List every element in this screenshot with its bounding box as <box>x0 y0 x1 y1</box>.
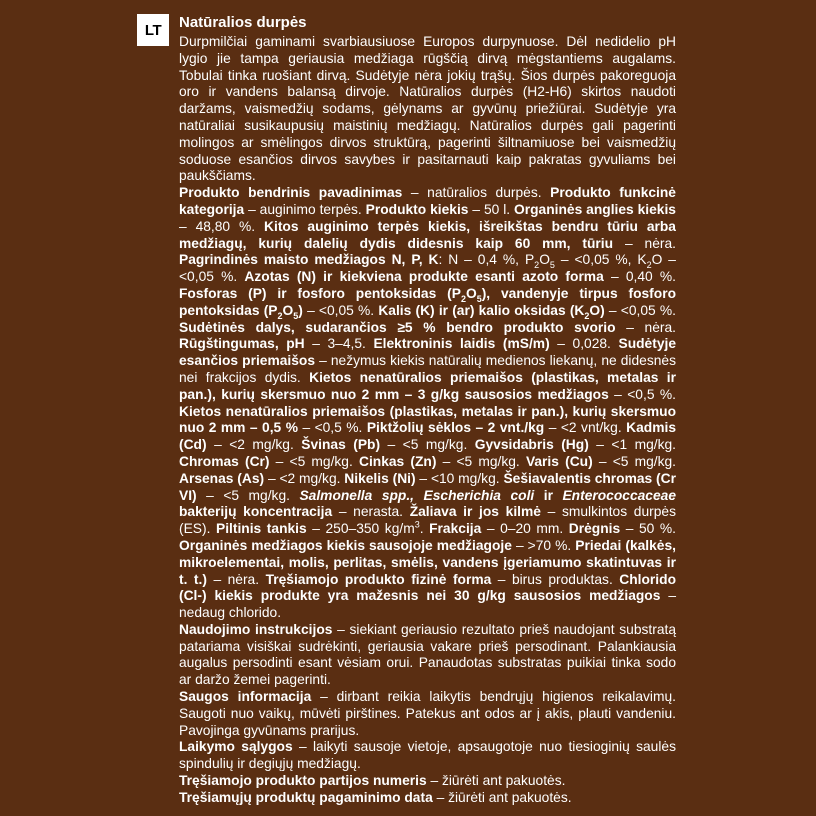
specification-paragraph: Produkto bendrinis pavadinimas – natūralios durpės. Produkto funkcinė kategorija – auginimo terpės. Produkto kiekis – 50 l. Organinės anglies kiekis – 48,80 %. Kitos auginimo terpės kiekis, išreikštas bendru tūriu arba medžiagų, kurių dalelių dydis didesnis kaip 60 mm, tūriu – nėra. Pagrindinės maisto medžiagos N, P, K: N – 0,4 %, $P_2O_5 - <0,05$ %, $K_2O - <0,05$ %. Azotas (N) ir kiekviena produkte esanti azoto forma – 0,40 %. Fosforas (P) ir fosforo pentoksidas $(P_2O_5)$, vandenyje tirpus fosforo pentoksidas $(P_2O_5) - <0,05$ %. Kalis (K) ir (ar) kalio oksidas $(K_2O) - <0,05$ %. Sudėtinės dalys, sudarančios ≥5 % bendro produkto svorio – nėra. Rūgštingumas, pH – 3–4,5. Elektroninis laidis (mS/m) – 0,028. Sudėtyje esančios priemaišos – nežymus kiekis natūralių medienos liekanų, ne didesnės nei frakcijos dydis. Kietos nenatūralios priemaišos (plastikas, metalas ir pan.), kurių skersmuo nuo 2 mm – 3 g/kg sausosios medžiagos – <0,5 %. Kietos nenatūralios priemaišos (plastikas, metalas ir pan.), kurių skersmuo nuo 2 mm – 0,5 % – <0,5 %. Piktžolių sėklos – 2 vnt./kg – <2 vnt/kg. Kadmis (Cd) – <2 mg/kg. Švinas (Pb) – <5 mg/kg. Gyvsidabris (Hg) – <1 mg/kg. Chromas (Cr) – <5 mg/kg. Cinkas (Zn) – <5 mg/kg. Varis (Cu) – <5 mg/kg. Arsenas (As) – <2 mg/kg. Nikelis (Ni) – <10 mg/kg. Šešiavalentis chromas (Cr VI) – <5 mg/kg. Salmonella spp., Escherichia coli ir Enterococcaceae bakterijų koncentracija – nerasta. Žaliava ir jos kilmė – smulkintos durpės (ES). Piltinis tankis – 250–350 $kg/m^3$. Frakcija – 0–20 mm. Drėgnis – 50 %. Organinės medžiagos kiekis sausojoje medžiagoje – >70 %. Priedai (kalkės, mikroelementai, molis, perlitas, smėlis, vandens įgeriamumo skatintuvas ir t. t.) – nėra. Tręšiamojo produkto fizinė forma – birus produktas. Chlorido (Cl-) kiekis produkte yra mažesnis nei 30 g/kg sausosios medžiagos – nedaug chlorido. <box>179 185 677 621</box>
manufacture-date-paragraph: Tręšiamųjų produktų pagaminimo data – žiūrėti ant pakuotės. <box>179 789 572 805</box>
intro-paragraph: Durpmilčiai gaminami svarbiausiuose Europos durpynuose. Dėl nedidelio pH lygio jie tampa geriausia medžiaga rūgščią dirvą mėgstantiems augalams. Tobulai tinka ruošiant dirvą. Sudėtyje nėra jokių trąšų. Šios durpės pakoreguoja oro ir vandens balansą dirvoje. Natūralios durpės (H2-H6) skirtos naudoti daržams, vaismedžių sodams, gėlynams ar gyvūnų priežiūrai. Sudėtyje yra natūraliai susikaupusių maistinių medžiagų. Natūralios durpės gali pagerinti molingos ar smėlingos dirvos struktūrą, pagerinti šiltnamiuose bei vaismedžių soduose esančios dirvos savybes ir pasitarnauti kaip pakratas gyvuliams bei paukščiams. <box>179 34 676 184</box>
label-text <box>179 13 676 807</box>
usage-paragraph: Naudojimo instrukcijos – siekiant geriausio rezultato prieš naudojant substratą patariama visiškai sudrėkinti, geriausia vakare prieš persodinant. Palankiausia augalus persodinti esant vėsiam orui. Panaudotas substratas puikiai tinka sodo ar daržo žemei pagerinti. <box>179 621 676 688</box>
storage-paragraph: Laikymo sąlygos – laikyti sausoje vietoje, apsaugotoje nuo tiesioginių saulės spindulių ir degiųjų medžiagų. <box>179 739 676 772</box>
batch-paragraph: Tręšiamojo produkto partijos numeris – žiūrėti ant pakuotės. <box>179 773 566 789</box>
language-badge: LT <box>137 14 169 46</box>
safety-paragraph: Saugos informacija – dirbant reikia laikytis bendrųjų higienos reikalavimų. Saugoti nuo vaikų, mūvėti pirštines. Patekus ant odos ar į akis, plauti vandeniu. Pavojinga gyvūnams prarijus. <box>179 689 676 738</box>
product-title: Natūralios durpės <box>179 14 307 31</box>
